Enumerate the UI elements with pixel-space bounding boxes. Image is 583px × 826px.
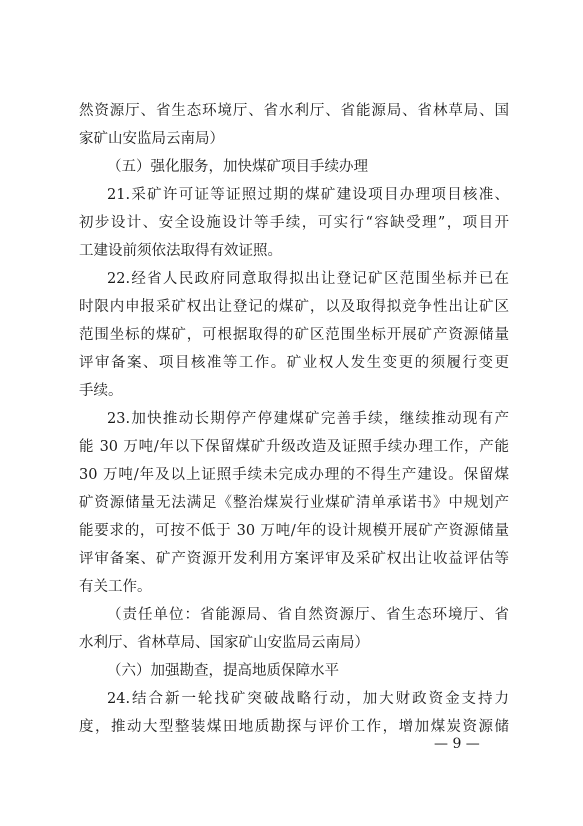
responsibility-line: 水利厅、省林草局、国家矿山安监局云南局） (79, 635, 369, 651)
text-line: 评审备案、矿产资源开发利用方案评审及采矿权出让收益评估等 (79, 551, 509, 567)
text-line: 22.经省人民政府同意取得拟出让登记矿区范围坐标并已在 (107, 271, 509, 287)
text-line: 矿资源储量无法满足《整治煤炭行业煤矿清单承诺书》中规划产 (79, 495, 509, 511)
text-line: 21.采矿许可证等证照过期的煤矿建设项目办理项目核准、 (107, 187, 509, 203)
text-line: 然资源厅、省生态环境厅、省水利厅、省能源局、省林草局、国 (79, 103, 509, 119)
text-line: 23.加快推动长期停产停建煤矿完善手续，继续推动现有产 (107, 411, 509, 427)
text-line: 有关工作。 (79, 579, 152, 595)
text-line: 家矿山安监局云南局） (79, 131, 224, 147)
text-line: 能 30 万吨/年以下保留煤矿升级改造及证照手续办理工作，产能 (79, 439, 509, 455)
section-heading: （六）加强勘查，提高地质保障水平 (107, 663, 339, 679)
text-line: 评审备案、项目核准等工作。矿业权人发生变更的须履行变更 (79, 355, 509, 371)
text-line: 范围坐标的煤矿，可根据取得的矿区范围坐标开展矿产资源储量 (79, 327, 509, 343)
text-line: 24.结合新一轮找矿突破战略行动，加大财政资金支持力 (107, 691, 509, 707)
page-number: — 9 — (434, 736, 480, 752)
text-line: 初步设计、安全设施设计等手续，可实行“容缺受理”，项目开 (79, 215, 509, 231)
text-line: 能要求的，可按不低于 30 万吨/年的设计规模开展矿产资源储量 (79, 523, 509, 539)
text-line: 手续。 (79, 383, 123, 399)
text-line: 时限内申报采矿权出让登记的煤矿，以及取得拟竞争性出让矿区 (79, 299, 509, 315)
text-line: 度，推动大型整装煤田地质勘探与评价工作，增加煤炭资源储 (79, 719, 509, 735)
text-line: 工建设前须依法取得有效证照。 (79, 243, 282, 259)
responsibility-line: （责任单位：省能源局、省自然资源厅、省生态环境厅、省 (107, 607, 509, 623)
section-heading: （五）强化服务，加快煤矿项目手续办理 (107, 159, 368, 175)
text-line: 30 万吨/年及以上证照手续未完成办理的不得生产建设。保留煤 (79, 467, 509, 483)
